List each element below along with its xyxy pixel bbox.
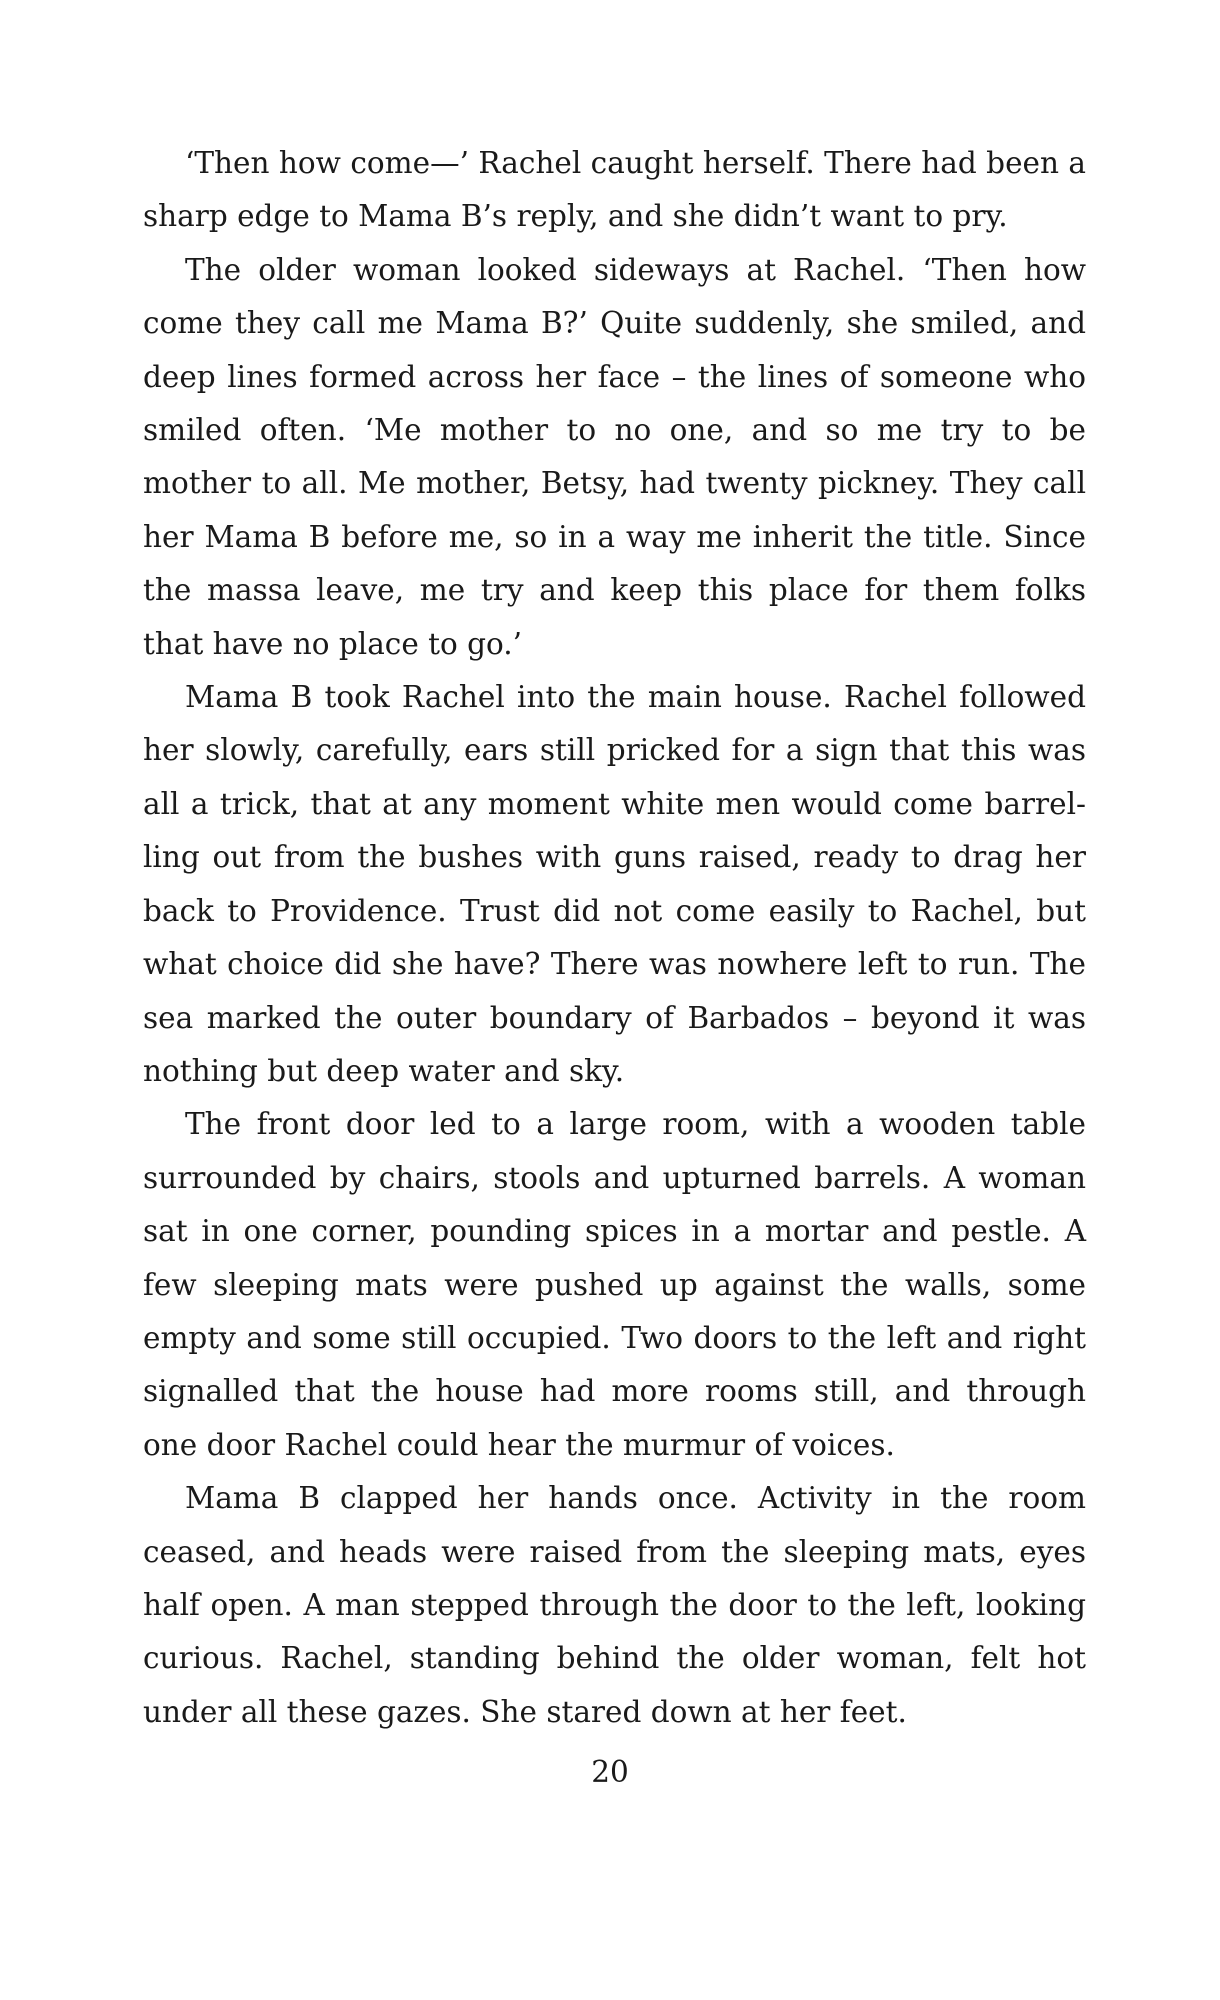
body-text bbox=[143, 137, 1086, 1739]
paragraph-3: Mama B took Rachel into the main house. Rachel followed her slowly, carefully, ears still pricked for a sign that this was all a trick, that at any moment white men would come barrelling out from the bushes with guns raised, ready to drag her back to Providence. Trust did not come easily to Rachel, but what choice did she have? There was nowhere left to run. The sea marked the outer boundary of Barbados – beyond it was nothing but deep water and sky. bbox=[143, 680, 1086, 1088]
page-number: 20 bbox=[591, 1755, 629, 1789]
paragraph-2: The older woman looked sideways at Rachel. ‘Then how come they call me Mama B?’ Quite suddenly, she smiled, and deep lines formed across her face – the lines of someone who smiled often. ‘Me mother to no one, and so me try to be mother to all. Me mother, Betsy, had twenty pickney. They call her Mama B before me, so in a way me inherit the title. Since the massa leave, me try and keep this place for them folks that have no place to go.’ bbox=[143, 252, 1086, 661]
paragraph-1: ‘Then how come—’ Rachel caught herself. There had been a sharp edge to Mama B’s reply, and she didn’t want to pry. bbox=[143, 146, 1086, 234]
paragraph-4: The front door led to a large room, with a wooden table surrounded by chairs, stools and upturned barrels. A woman sat in one corner, pounding spices in a mortar and pestle. A few sleeping mats were pushed up against the walls, some empty and some still occupied. Two doors to the left and right signalled that the house had more rooms still, and through one door Rachel could hear the murmur of voices. bbox=[143, 1107, 1086, 1462]
paragraph-5: Mama B clapped her hands once. Activity in the room ceased, and heads were raised from the sleeping mats, eyes half open. A man stepped through the door to the left, looking curious. Rachel, standing behind the older woman, felt hot under all these gazes. She stared down at her feet. bbox=[143, 1481, 1086, 1729]
